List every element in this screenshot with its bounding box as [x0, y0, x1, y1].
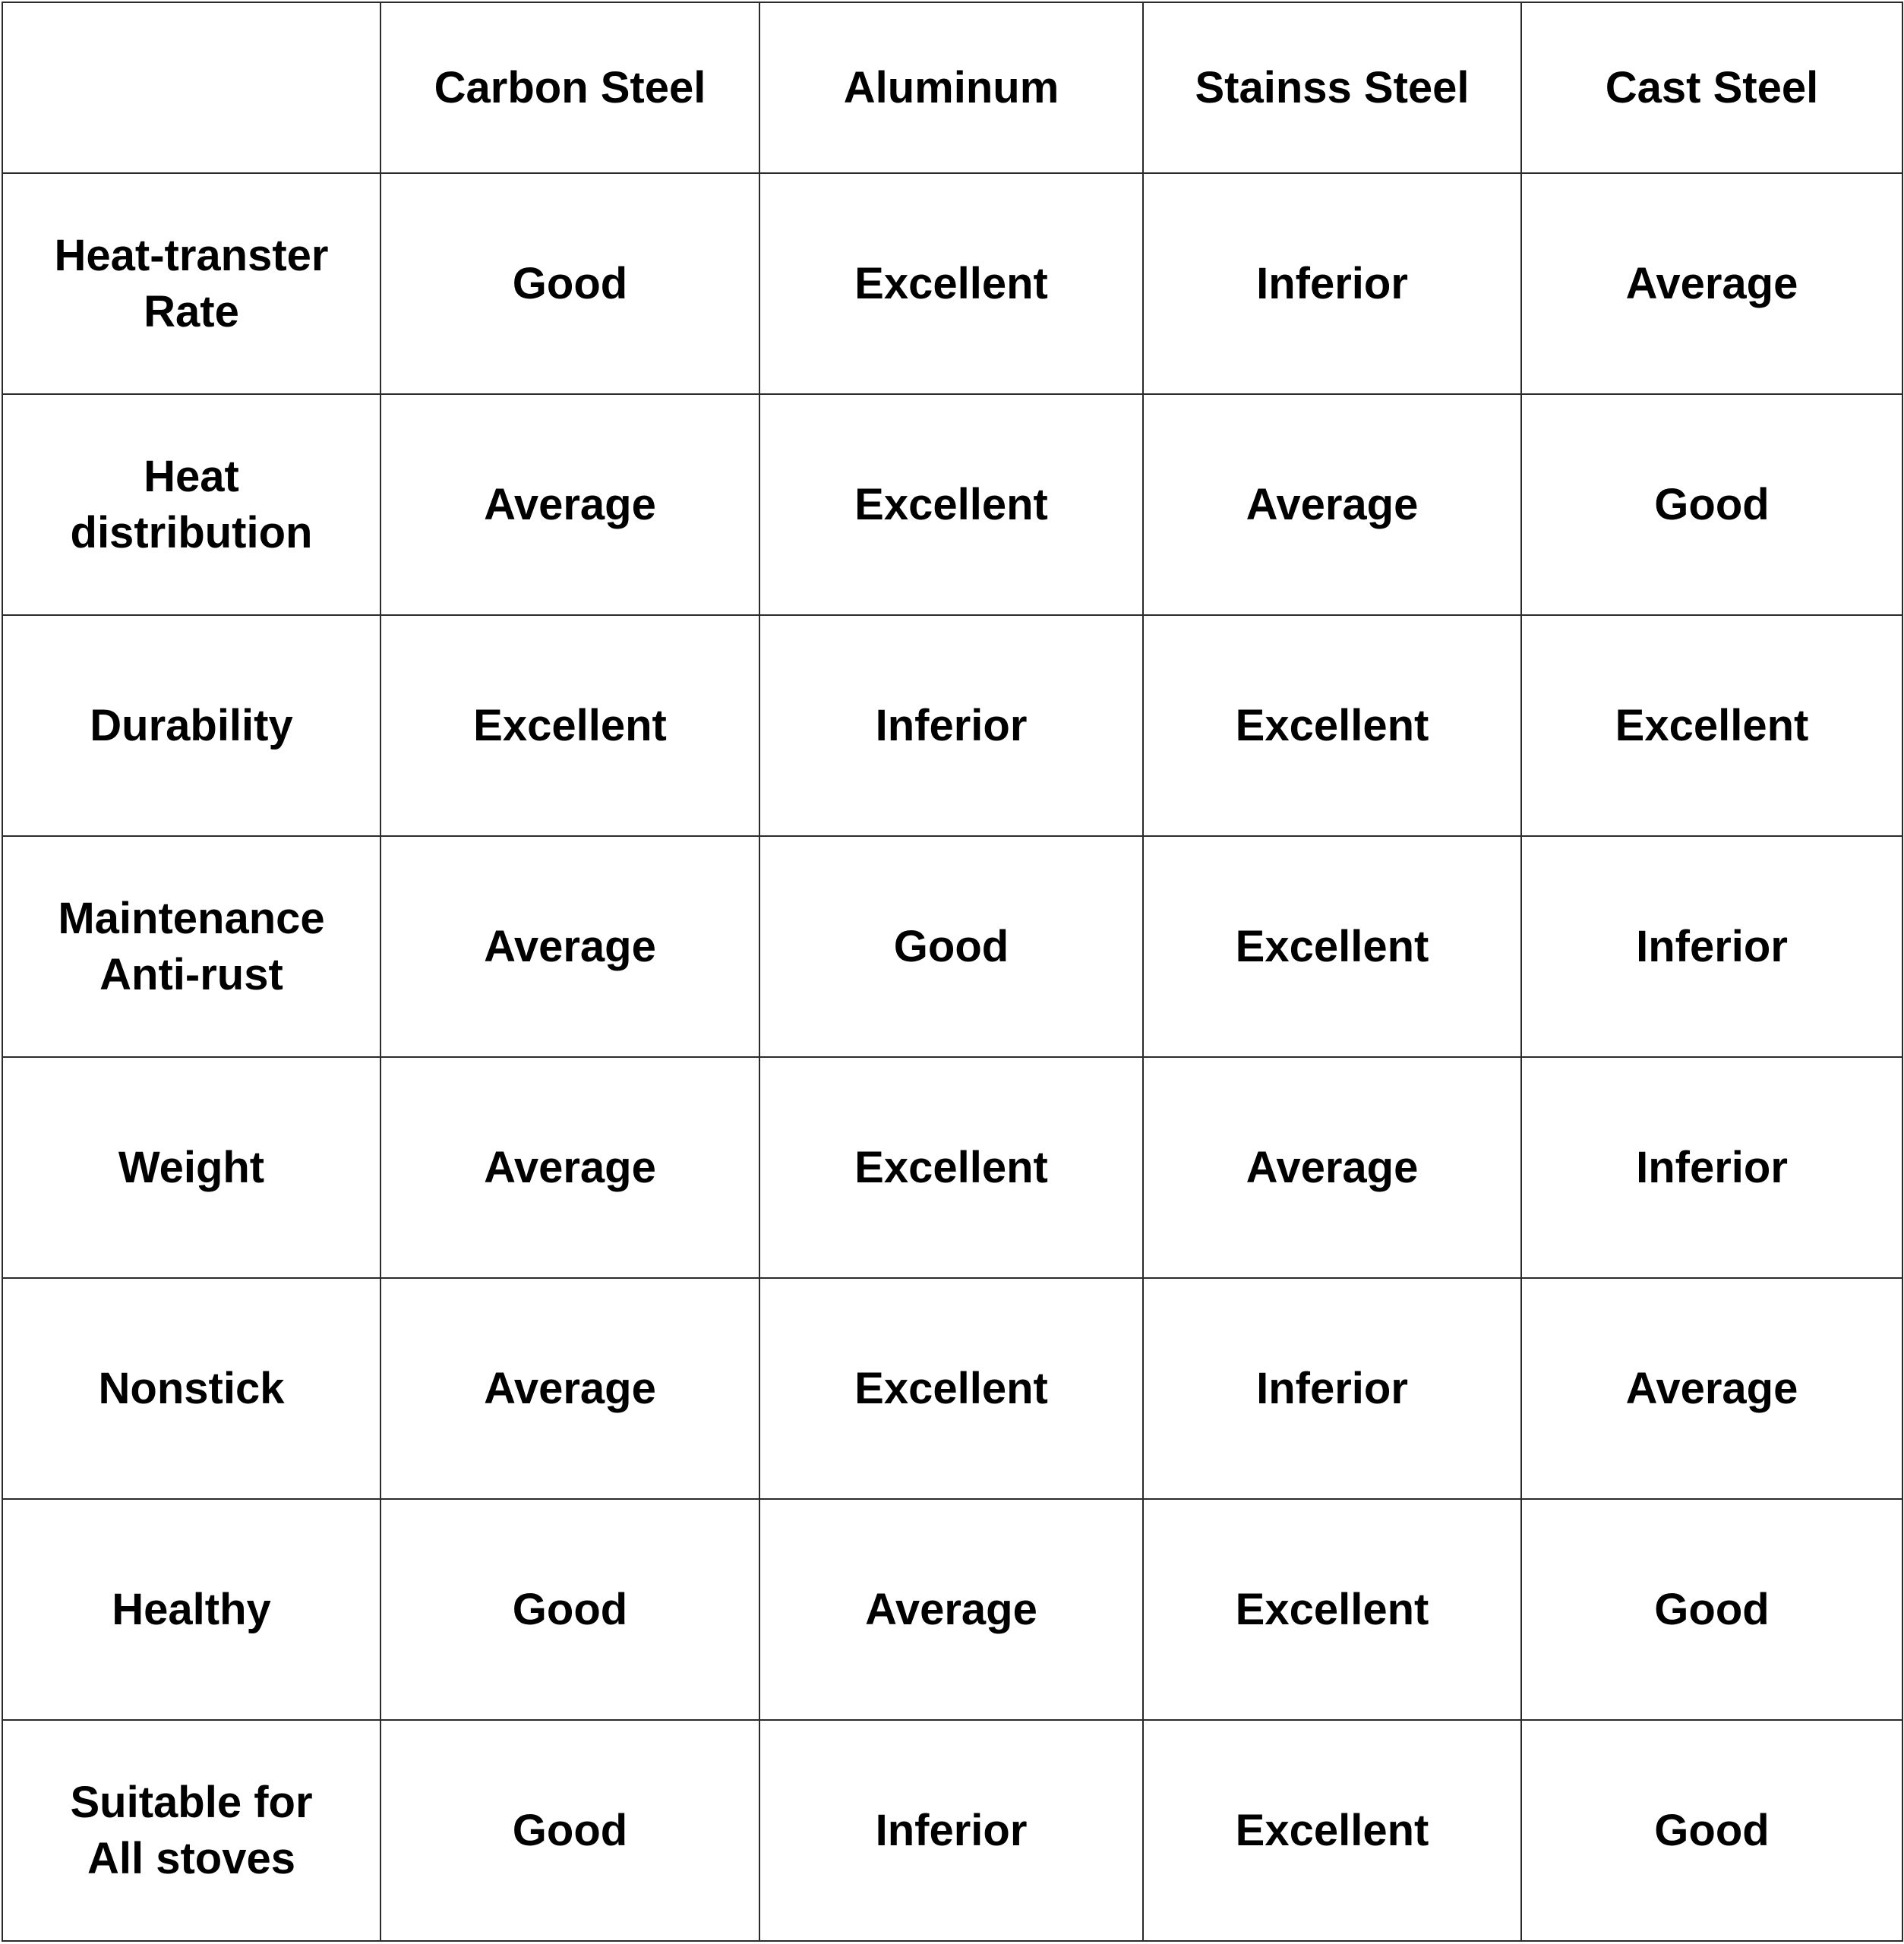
rating-cell: Average: [380, 1278, 759, 1499]
rating-cell: Good: [759, 836, 1143, 1057]
rating-cell: Excellent: [1143, 836, 1521, 1057]
row-label-nonstick: Nonstick: [2, 1278, 380, 1499]
material-comparison-table: [2, 2, 1903, 1942]
table-row: [2, 173, 1902, 394]
column-header-stainless-steel: Stainss Steel: [1143, 2, 1521, 173]
rating-cell: Excellent: [380, 615, 759, 836]
rating-cell: Excellent: [759, 1278, 1143, 1499]
rating-cell: Excellent: [1143, 615, 1521, 836]
rating-cell: Average: [380, 836, 759, 1057]
rating-cell: Excellent: [1143, 1499, 1521, 1720]
rating-cell: Average: [1143, 394, 1521, 615]
rating-cell: Good: [380, 1499, 759, 1720]
row-label-healthy: Healthy: [2, 1499, 380, 1720]
rating-cell: Inferior: [1521, 1057, 1902, 1278]
row-label-maintenance-anti-rust: Maintenance Anti-rust: [2, 836, 380, 1057]
row-label-heat-distribution: Heat distribution: [2, 394, 380, 615]
rating-cell: Excellent: [759, 173, 1143, 394]
column-header-carbon-steel: Carbon Steel: [380, 2, 759, 173]
table-row: [2, 1278, 1902, 1499]
rating-cell: Good: [1521, 1720, 1902, 1941]
rating-cell: Average: [759, 1499, 1143, 1720]
rating-cell: Inferior: [759, 615, 1143, 836]
rating-cell: Average: [380, 1057, 759, 1278]
rating-cell: Excellent: [1521, 615, 1902, 836]
rating-cell: Inferior: [759, 1720, 1143, 1941]
rating-cell: Inferior: [1143, 173, 1521, 394]
table-row: [2, 1499, 1902, 1720]
column-header-aluminum: Aluminum: [759, 2, 1143, 173]
table-row: [2, 836, 1902, 1057]
header-row: [2, 2, 1902, 173]
table-row: [2, 394, 1902, 615]
rating-cell: Good: [1521, 1499, 1902, 1720]
row-label-durability: Durability: [2, 615, 380, 836]
rating-cell: Good: [380, 1720, 759, 1941]
rating-cell: Excellent: [759, 1057, 1143, 1278]
table-row: [2, 1720, 1902, 1941]
rating-cell: Excellent: [759, 394, 1143, 615]
rating-cell: Good: [1521, 394, 1902, 615]
table-row: [2, 615, 1902, 836]
rating-cell: Excellent: [1143, 1720, 1521, 1941]
rating-cell: Average: [1521, 1278, 1902, 1499]
corner-cell: [2, 2, 380, 173]
row-label-weight: Weight: [2, 1057, 380, 1278]
rating-cell: Average: [1143, 1057, 1521, 1278]
rating-cell: Inferior: [1143, 1278, 1521, 1499]
column-header-cast-steel: Cast Steel: [1521, 2, 1902, 173]
row-label-suitable-for-all-stoves: Suitable for All stoves: [2, 1720, 380, 1941]
table-row: [2, 1057, 1902, 1278]
rating-cell: Average: [1521, 173, 1902, 394]
row-label-heat-transfer-rate: Heat-transter Rate: [2, 173, 380, 394]
rating-cell: Good: [380, 173, 759, 394]
rating-cell: Inferior: [1521, 836, 1902, 1057]
rating-cell: Average: [380, 394, 759, 615]
